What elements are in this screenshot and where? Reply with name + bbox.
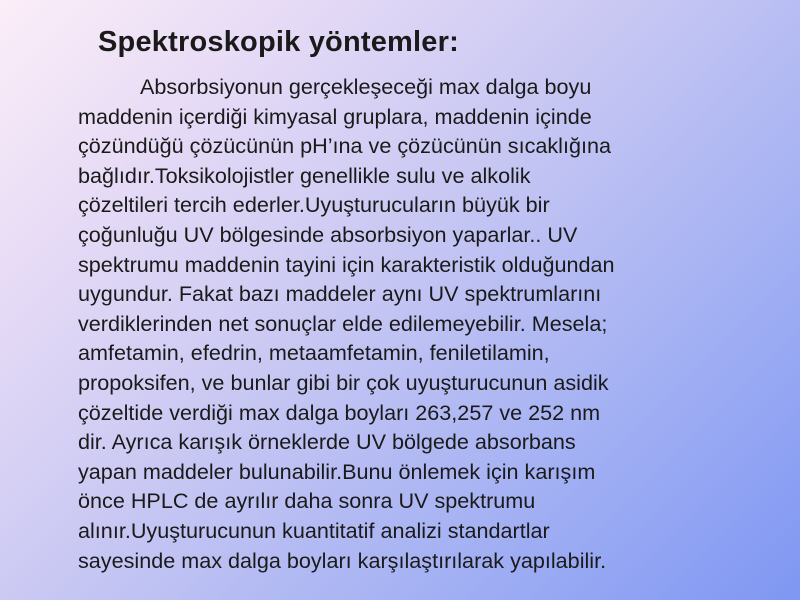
body-line: çözeltileri tercih ederler.Uyuşturucuların büyük bir [78,192,550,218]
body-line: önce HPLC de ayrılır daha sonra UV spektrumu [78,488,536,514]
body-line: spektrumu maddenin tayini için karakteristik olduğundan [78,251,615,277]
body-line: amfetamin, efedrin, metaamfetamin, feniletilamin, [78,340,550,366]
body-line: uygundur. Fakat bazı maddeler aynı UV spektrumlarını [78,281,602,307]
body-line: Absorbsiyonun gerçekleşeceği max dalga boyu [140,74,592,99]
body-line: alınır.Uyuşturucunun kuantitatif analizi standartlar [78,517,550,543]
body-line: propoksifen, ve bunlar gibi bir çok uyuşturucunun asidik [78,369,609,395]
body-line: dir. Ayrıca karışık örneklerde UV bölgede absorbans [78,429,576,455]
body-line: verdiklerinden net sonuçlar elde edilemeyebilir. Mesela; [78,310,608,336]
slide-title: Spektroskopik yöntemler: [98,26,459,58]
body-line: bağlıdır.Toksikolojistler genellikle sulu ve alkolik [78,162,531,188]
body-line: çoğunluğu UV bölgesinde absorbsiyon yaparlar.. UV [78,221,578,247]
body-line: çözündüğü çözücünün pH’ına ve çözücünün sıcaklığına [78,133,612,159]
body-line: çözeltide verdiği max dalga boyları 263,257 ve 252 nm [78,399,601,425]
body-line: sayesinde max dalga boyları karşılaştırılarak yapılabilir. [78,547,607,573]
slide-body-text [78,72,778,575]
body-line: maddenin içerdiği kimyasal gruplara, maddenin içinde [78,103,592,129]
body-line: yapan maddeler bulunabilir.Bunu önlemek için karışım [78,458,596,484]
